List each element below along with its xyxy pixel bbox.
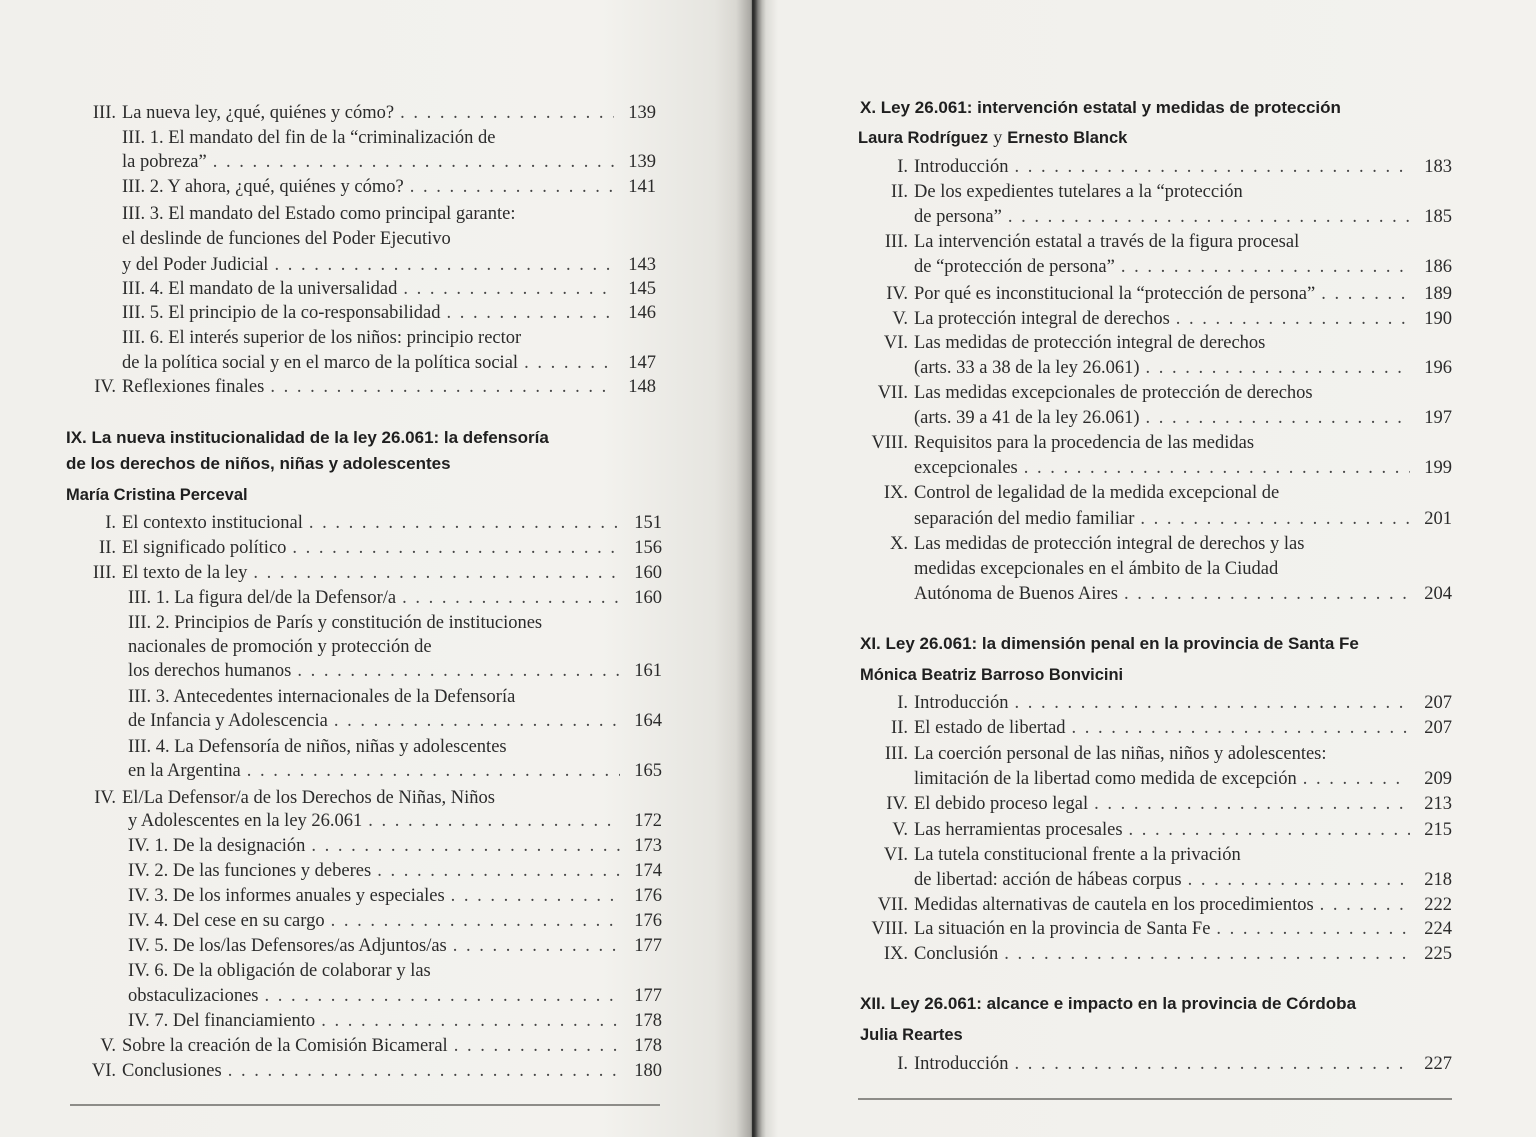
- toc-entry-page: 196: [1424, 358, 1452, 378]
- toc-entry: [72, 354, 656, 373]
- toc-entry: [62, 912, 662, 931]
- toc-entry: [62, 614, 662, 633]
- toc-entry: [72, 129, 656, 148]
- toc-entry-title: Las herramientas procesales: [914, 820, 1123, 840]
- toc-entry-title: (arts. 39 a 41 de la ley 26.061): [914, 408, 1140, 428]
- toc-entry-page: 151: [634, 513, 662, 533]
- toc-entry: [850, 719, 1452, 738]
- toc-entry-title: Autónoma de Buenos Aires: [914, 584, 1118, 604]
- toc-entry-title: de libertad: acción de hábeas corpus: [914, 870, 1182, 890]
- toc-entry-title: Medidas alternativas de cautela en los procedimientos: [914, 895, 1314, 915]
- toc-entry: [850, 795, 1452, 814]
- toc-entry-page: 145: [628, 279, 656, 299]
- toc-entry-title: El estado de libertad: [914, 718, 1066, 738]
- toc-entry: [62, 862, 662, 881]
- toc-entry-number: III.: [884, 232, 908, 252]
- toc-entry-title: excepcionales: [914, 458, 1018, 478]
- dot-leader: [1094, 795, 1410, 814]
- toc-entry-title: III. 3. Antecedentes internacionales de la Defensoría: [128, 687, 516, 707]
- toc-entry-number: II.: [891, 718, 908, 738]
- toc-entry-title: Conclusiones: [122, 1061, 222, 1081]
- toc-entry-title: De los expedientes tutelares a la “protección: [914, 182, 1243, 202]
- dot-leader: [309, 514, 620, 533]
- toc-entry: [850, 310, 1452, 329]
- dot-leader: [451, 887, 620, 906]
- toc-entry: [62, 962, 662, 981]
- toc-entry-title: III. 6. El interés superior de los niños: principio rector: [122, 328, 522, 348]
- dot-leader: [297, 662, 620, 681]
- author-name: Ernesto Blanck: [1007, 129, 1128, 147]
- book-gutter: [736, 0, 762, 1137]
- dot-leader: [524, 354, 614, 373]
- toc-entry-number: V.: [100, 1036, 116, 1056]
- footer-rule: [858, 1098, 1452, 1100]
- toc-entry: [850, 770, 1452, 789]
- toc-entry-page: 164: [634, 711, 662, 731]
- dot-leader: [1121, 258, 1410, 277]
- author-joiner: y: [993, 127, 1003, 147]
- toc-entry-number: I.: [897, 157, 908, 177]
- toc-entry-page: 165: [634, 761, 662, 781]
- toc-entry-number: VI.: [91, 1061, 116, 1081]
- toc-entry-number: IV.: [886, 794, 908, 814]
- toc-entry-title: IV. 1. De la designación: [128, 836, 306, 856]
- dot-leader: [1146, 359, 1410, 378]
- toc-entry-page: 215: [1424, 820, 1452, 840]
- toc-entry-page: 207: [1424, 718, 1452, 738]
- dot-leader: [264, 987, 620, 1006]
- toc-entry-title: La tutela constitucional frente a la privación: [914, 845, 1241, 865]
- toc-entry-number: II.: [891, 182, 908, 202]
- dot-leader: [274, 256, 614, 275]
- toc-entry-page: 199: [1424, 458, 1452, 478]
- toc-entry-title: La nueva ley, ¿qué, quiénes y cómo?: [122, 103, 395, 123]
- toc-entry: [62, 564, 662, 583]
- dot-leader: [253, 564, 620, 583]
- toc-entry-page: 213: [1424, 794, 1452, 814]
- toc-entry-title: IV. 3. De los informes anuales y especiales: [128, 886, 445, 906]
- chapter-heading: IX. La nueva institucionalidad de la ley 26.061: la defensoría: [66, 428, 549, 447]
- toc-entry: [850, 409, 1452, 428]
- toc-entry-page: 146: [628, 303, 656, 323]
- toc-entry-title: nacionales de promoción y protección de: [128, 637, 432, 657]
- toc-entry-title: IV. 6. De la obligación de colaborar y las: [128, 961, 431, 981]
- toc-entry-title: IV. 2. De las funciones y deberes: [128, 861, 372, 881]
- dot-leader: [331, 912, 620, 931]
- dot-leader: [1008, 208, 1410, 227]
- toc-entry-number: X.: [890, 534, 908, 554]
- toc-entry: [62, 738, 662, 757]
- chapter-heading: de los derechos de niños, niñas y adolescentes: [66, 454, 451, 473]
- toc-entry-title: III. 2. Y ahora, ¿qué, quiénes y cómo?: [122, 177, 404, 197]
- toc-entry: [62, 1062, 662, 1081]
- toc-entry: [850, 560, 1452, 579]
- dot-leader: [1321, 285, 1410, 304]
- toc-entry-page: 177: [634, 936, 662, 956]
- toc-entry-title: el deslinde de funciones del Poder Ejecutivo: [122, 229, 451, 249]
- dot-leader: [1188, 871, 1410, 890]
- toc-entry-title: IV. 4. Del cese en su cargo: [128, 911, 325, 931]
- dot-leader: [213, 153, 614, 172]
- toc-entry-page: 139: [628, 152, 656, 172]
- toc-entry: [62, 638, 662, 657]
- toc-entry-title: III. 1. El mandato del fin de la “criminalización de: [122, 128, 496, 148]
- toc-entry: [62, 789, 662, 808]
- chapter-heading: XI. Ley 26.061: la dimensión penal en la provincia de Santa Fe: [860, 634, 1359, 653]
- toc-entry-number: I.: [897, 1054, 908, 1074]
- toc-entry: [850, 384, 1452, 403]
- toc-entry: [850, 745, 1452, 764]
- toc-entry-title: La intervención estatal a través de la figura procesal: [914, 232, 1300, 252]
- dot-leader: [1129, 821, 1410, 840]
- toc-entry-page: 176: [634, 911, 662, 931]
- toc-entry: [850, 871, 1452, 890]
- dot-leader: [247, 762, 620, 781]
- toc-entry: [62, 662, 662, 681]
- toc-entry-title: III. 3. El mandato del Estado como principal garante:: [122, 204, 516, 224]
- toc-entry-title: de persona”: [914, 207, 1002, 227]
- toc-entry-title: Introducción: [914, 693, 1009, 713]
- toc-entry-number: I.: [105, 513, 116, 533]
- toc-entry-title: La protección integral de derechos: [914, 309, 1170, 329]
- dot-leader: [311, 837, 620, 856]
- toc-entry-title: separación del medio familiar: [914, 509, 1135, 529]
- toc-entry-page: 143: [628, 255, 656, 275]
- toc-entry: [62, 514, 662, 533]
- toc-entry: [850, 694, 1452, 713]
- toc-entry-title: El significado político: [122, 538, 287, 558]
- dot-leader: [403, 280, 614, 299]
- toc-entry-number: VIII.: [871, 433, 908, 453]
- toc-entry: [62, 539, 662, 558]
- toc-entry-title: Introducción: [914, 157, 1009, 177]
- toc-entry-page: 173: [634, 836, 662, 856]
- toc-entry-page: 186: [1424, 257, 1452, 277]
- dot-leader: [1140, 510, 1410, 529]
- toc-entry: [850, 846, 1452, 865]
- dot-leader: [1072, 719, 1410, 738]
- toc-entry-title: IV. 5. De los/las Defensores/as Adjuntos/as: [128, 936, 447, 956]
- toc-entry: [72, 329, 656, 348]
- toc-entry-title: III. 1. La figura del/de la Defensor/a: [128, 588, 397, 608]
- dot-leader: [1015, 158, 1410, 177]
- chapter-author: Julia Reartes: [860, 1026, 963, 1044]
- toc-entry: [62, 837, 662, 856]
- toc-entry-title: los derechos humanos: [128, 661, 292, 681]
- toc-entry-title: Las medidas de protección integral de derechos y las: [914, 534, 1305, 554]
- toc-entry-number: IX.: [883, 944, 908, 964]
- toc-entry: [62, 589, 662, 608]
- toc-entry-title: Las medidas excepcionales de protección de derechos: [914, 383, 1313, 403]
- dot-leader: [334, 712, 620, 731]
- dot-leader: [447, 304, 614, 323]
- toc-entry: [850, 535, 1452, 554]
- toc-entry-number: VII.: [877, 895, 908, 915]
- toc-entry-number: VII.: [877, 383, 908, 403]
- toc-entry-page: 172: [634, 811, 662, 831]
- toc-entry: [850, 359, 1452, 378]
- toc-entry-number: IV.: [94, 377, 116, 397]
- dot-leader: [1004, 945, 1410, 964]
- toc-entry-number: IX.: [883, 483, 908, 503]
- toc-entry-page: 156: [634, 538, 662, 558]
- toc-entry-number: IV.: [886, 284, 908, 304]
- toc-entry-title: obstaculizaciones: [128, 986, 259, 1006]
- toc-entry-page: 139: [628, 103, 656, 123]
- toc-entry: [850, 920, 1452, 939]
- toc-entry-title: y del Poder Judicial: [122, 255, 269, 275]
- toc-entry: [62, 937, 662, 956]
- toc-entry: [850, 158, 1452, 177]
- toc-entry-title: de “protección de persona”: [914, 257, 1115, 277]
- toc-entry: [850, 585, 1452, 604]
- toc-entry-number: II.: [99, 538, 116, 558]
- toc-entry-title: Reflexiones finales: [122, 377, 265, 397]
- dot-leader: [321, 1012, 620, 1031]
- dot-leader: [402, 589, 620, 608]
- toc-entry: [72, 104, 656, 123]
- toc-entry-page: 176: [634, 886, 662, 906]
- toc-entry-number: VIII.: [871, 919, 908, 939]
- chapter-author: Mónica Beatriz Barroso Bonvicini: [860, 666, 1124, 684]
- toc-entry-title: El debido proceso legal: [914, 794, 1089, 814]
- dot-leader: [1216, 920, 1410, 939]
- toc-entry-title: en la Argentina: [128, 761, 241, 781]
- dot-leader: [454, 1037, 620, 1056]
- toc-entry-title: Por qué es inconstitucional la “protección de persona”: [914, 284, 1316, 304]
- toc-entry-title: (arts. 33 a 38 de la ley 26.061): [914, 358, 1140, 378]
- dot-leader: [377, 862, 620, 881]
- toc-entry-number: IV.: [94, 788, 116, 808]
- toc-entry-page: 174: [634, 861, 662, 881]
- toc-entry-number: VI.: [883, 333, 908, 353]
- toc-entry-page: 224: [1424, 919, 1452, 939]
- dot-leader: [368, 812, 620, 831]
- toc-entry-number: I.: [897, 693, 908, 713]
- chapter-heading: XII. Ley 26.061: alcance e impacto en la provincia de Córdoba: [860, 994, 1357, 1013]
- toc-entry: [850, 233, 1452, 252]
- dot-leader: [410, 178, 614, 197]
- chapter-author: [858, 127, 1127, 148]
- toc-entry: [62, 987, 662, 1006]
- chapter-heading: X. Ley 26.061: intervención estatal y medidas de protección: [860, 98, 1341, 117]
- toc-entry-page: 177: [634, 986, 662, 1006]
- toc-entry-number: V.: [892, 309, 908, 329]
- toc-entry: [850, 896, 1452, 915]
- toc-entry-title: El contexto institucional: [122, 513, 303, 533]
- toc-entry: [850, 510, 1452, 529]
- toc-entry-page: 201: [1424, 509, 1452, 529]
- toc-entry-page: 209: [1424, 769, 1452, 789]
- toc-entry-title: III. 2. Principios de París y constitución de instituciones: [128, 613, 543, 633]
- toc-entry-number: VI.: [883, 845, 908, 865]
- toc-entry: [850, 208, 1452, 227]
- toc-entry-page: 180: [634, 1061, 662, 1081]
- toc-entry: [72, 230, 656, 249]
- dot-leader: [1124, 585, 1410, 604]
- dot-leader: [400, 104, 614, 123]
- toc-entry-title: Control de legalidad de la medida excepcional de: [914, 483, 1280, 503]
- toc-entry: [62, 688, 662, 707]
- toc-entry-title: Conclusión: [914, 944, 999, 964]
- toc-entry-title: de la política social y en el marco de la política social: [122, 353, 519, 373]
- toc-entry-title: de Infancia y Adolescencia: [128, 711, 328, 731]
- toc-entry-title: La coerción personal de las niñas, niños y adolescentes:: [914, 744, 1327, 764]
- toc-entry-title: medidas excepcionales en el ámbito de la Ciudad: [914, 559, 1279, 579]
- toc-entry: [850, 484, 1452, 503]
- toc-entry-page: 190: [1424, 309, 1452, 329]
- toc-entry: [62, 812, 662, 831]
- dot-leader: [1303, 770, 1410, 789]
- toc-entry: [850, 1055, 1452, 1074]
- toc-entry-title: La situación en la provincia de Santa Fe: [914, 919, 1211, 939]
- toc-entry: [850, 258, 1452, 277]
- toc-entry-title: limitación de la libertad como medida de excepción: [914, 769, 1297, 789]
- toc-entry: [62, 712, 662, 731]
- toc-entry-page: 189: [1424, 284, 1452, 304]
- toc-entry: [850, 334, 1452, 353]
- dot-leader: [1146, 409, 1410, 428]
- toc-entry-page: 204: [1424, 584, 1452, 604]
- toc-entry: [850, 183, 1452, 202]
- toc-entry-page: 227: [1424, 1054, 1452, 1074]
- toc-entry-page: 225: [1424, 944, 1452, 964]
- toc-entry-title: El texto de la ley: [122, 563, 248, 583]
- toc-entry-title: Las medidas de protección integral de derechos: [914, 333, 1266, 353]
- toc-entry-title: Introducción: [914, 1054, 1009, 1074]
- toc-entry-number: III.: [92, 563, 116, 583]
- toc-entry-title: IV. 7. Del financiamiento: [128, 1011, 316, 1031]
- toc-entry: [850, 434, 1452, 453]
- toc-entry-page: 160: [634, 588, 662, 608]
- toc-entry-page: 178: [634, 1011, 662, 1031]
- toc-entry-page: 197: [1424, 408, 1452, 428]
- toc-entry-number: V.: [892, 820, 908, 840]
- toc-entry-title: Sobre la creación de la Comisión Bicameral: [122, 1036, 448, 1056]
- toc-entry-page: 222: [1424, 895, 1452, 915]
- toc-entry: [72, 153, 656, 172]
- toc-entry-title: III. 4. El mandato de la universalidad: [122, 279, 398, 299]
- author-name: Laura Rodríguez: [858, 129, 989, 147]
- toc-entry-page: 147: [628, 353, 656, 373]
- toc-entry: [72, 304, 656, 323]
- toc-entry-title: y Adolescentes en la ley 26.061: [128, 811, 363, 831]
- toc-entry-title: El/La Defensor/a de los Derechos de Niñas, Niños: [122, 788, 495, 808]
- toc-entry: [850, 945, 1452, 964]
- dot-leader: [1024, 459, 1410, 478]
- toc-entry: [850, 821, 1452, 840]
- toc-entry-page: 141: [628, 177, 656, 197]
- toc-entry-title: III. 5. El principio de la co-responsabilidad: [122, 303, 441, 323]
- toc-entry: [72, 256, 656, 275]
- dot-leader: [1015, 1055, 1410, 1074]
- toc-entry-page: 161: [634, 661, 662, 681]
- toc-entry: [72, 178, 656, 197]
- toc-entry-page: 160: [634, 563, 662, 583]
- dot-leader: [1176, 310, 1410, 329]
- toc-entry: [850, 285, 1452, 304]
- toc-entry: [850, 459, 1452, 478]
- toc-entry-title: III. 4. La Defensoría de niños, niñas y adolescentes: [128, 737, 507, 757]
- toc-entry-page: 218: [1424, 870, 1452, 890]
- toc-entry-page: 183: [1424, 157, 1452, 177]
- toc-entry-number: III.: [92, 103, 116, 123]
- dot-leader: [292, 539, 620, 558]
- dot-leader: [270, 378, 614, 397]
- toc-entry: [72, 378, 656, 397]
- toc-entry: [72, 205, 656, 224]
- toc-entry-page: 148: [628, 377, 656, 397]
- dot-leader: [228, 1062, 620, 1081]
- dot-leader: [1320, 896, 1410, 915]
- toc-entry: [62, 887, 662, 906]
- toc-entry-page: 178: [634, 1036, 662, 1056]
- toc-entry-title: la pobreza”: [122, 152, 207, 172]
- toc-entry: [62, 762, 662, 781]
- dot-leader: [453, 937, 620, 956]
- toc-entry-number: III.: [884, 744, 908, 764]
- toc-entry: [72, 280, 656, 299]
- toc-entry: [62, 1012, 662, 1031]
- footer-rule: [70, 1104, 660, 1106]
- toc-entry-page: 207: [1424, 693, 1452, 713]
- toc-entry-title: Requisitos para la procedencia de las medidas: [914, 433, 1255, 453]
- toc-entry: [62, 1037, 662, 1056]
- chapter-author: María Cristina Perceval: [66, 486, 248, 504]
- dot-leader: [1015, 694, 1410, 713]
- toc-entry-page: 185: [1424, 207, 1452, 227]
